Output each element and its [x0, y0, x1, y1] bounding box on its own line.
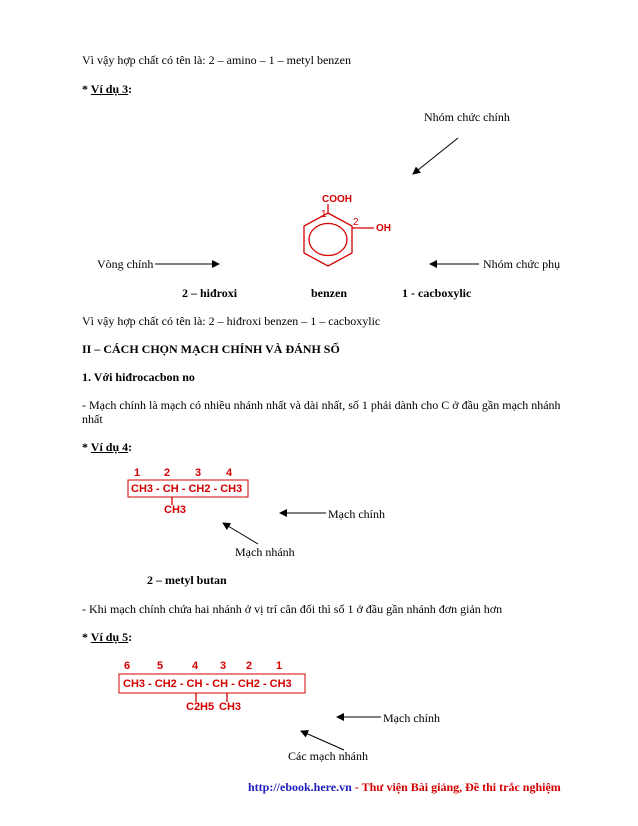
- label-branch: Mạch nhánh: [235, 545, 295, 559]
- main-chain-formula: CH3 - CH - CH2 - CH3: [131, 483, 243, 495]
- rule-1-line-2: nhất: [82, 412, 103, 426]
- carbon-number: 6: [124, 660, 131, 672]
- group-oh: OH: [376, 223, 391, 234]
- main-chain-formula: CH3 - CH2 - CH - CH - CH2 - CH3: [123, 678, 292, 690]
- rule-2: - Khi mạch chính chứa hai nhánh ở vị trí cân đối thì số 1 ở đầu gần nhánh đơn giản hơn: [82, 602, 503, 616]
- footer-link[interactable]: http://ebook.here.vn: [248, 780, 352, 794]
- footer: http://ebook.here.vn - Thư viện Bài giảng, Đề thi trắc nghiệm: [248, 780, 561, 794]
- carbon-number: 2: [246, 660, 253, 672]
- carbon-number: 4: [226, 467, 233, 479]
- footer-tagline: Thư viện Bài giảng, Đề thi trắc nghiệm: [361, 780, 561, 794]
- carbon-number: 1: [276, 660, 283, 672]
- section-heading: II – CÁCH CHỌN MẠCH CHÍNH VÀ ĐÁNH SỐ: [82, 342, 340, 356]
- branch-formula-methyl: CH3: [219, 701, 242, 713]
- label-side-group: Nhóm chức phụ: [483, 257, 561, 271]
- carbon-number: 1: [134, 467, 141, 479]
- label-main-chain-2: Mạch chính: [383, 711, 440, 725]
- carbon-number: 2: [164, 467, 171, 479]
- name-part-cacboxylic: 1 - cacboxylic: [402, 286, 472, 300]
- example-3-heading: * Ví dụ 3:: [82, 82, 133, 96]
- carbon-number: 3: [220, 660, 227, 672]
- label-main-ring: Vòng chính: [97, 257, 154, 271]
- conclusion-2: Vì vậy hợp chất có tên là: 2 – hiđroxi benzen – 1 – cacboxylic: [82, 314, 381, 328]
- ring-position-1: 1: [321, 209, 327, 220]
- group-cooh: COOH: [322, 194, 352, 205]
- label-main-chain: Mạch chính: [328, 507, 385, 521]
- arrow-main-group: [413, 138, 458, 174]
- carbon-number: 3: [195, 467, 202, 479]
- carbon-number: 5: [157, 660, 164, 672]
- example-4-heading: * Ví dụ 4:: [82, 440, 133, 454]
- arrow-branch-1: [223, 523, 258, 544]
- name-part-hidroxi: 2 – hiđroxi: [182, 286, 238, 300]
- conclusion-1: Vì vậy hợp chất có tên là: 2 – amino – 1 – metyl benzen: [82, 53, 351, 67]
- label-branches: Các mạch nhánh: [288, 749, 368, 763]
- example-5-heading: * Ví dụ 5:: [82, 630, 133, 644]
- name-part-benzen: benzen: [311, 286, 347, 300]
- arrow-branches-2: [301, 731, 344, 750]
- subsection-heading: 1. Với hiđrocacbon no: [82, 370, 195, 384]
- label-main-group: Nhóm chức chính: [424, 110, 510, 124]
- branch-formula: CH3: [164, 504, 187, 516]
- carbon-number: 4: [192, 660, 199, 672]
- branch-formula-ethyl: C2H5: [186, 701, 215, 713]
- name-2-metyl-butan: 2 – metyl butan: [147, 573, 227, 587]
- benzene-ring: [304, 204, 374, 266]
- ring-position-2: 2: [353, 217, 359, 228]
- rule-1-line-1: - Mạch chính là mạch có nhiều nhánh nhất và dài nhất, số 1 phải dành cho C ở đầu gần mạch nhánh: [82, 398, 561, 412]
